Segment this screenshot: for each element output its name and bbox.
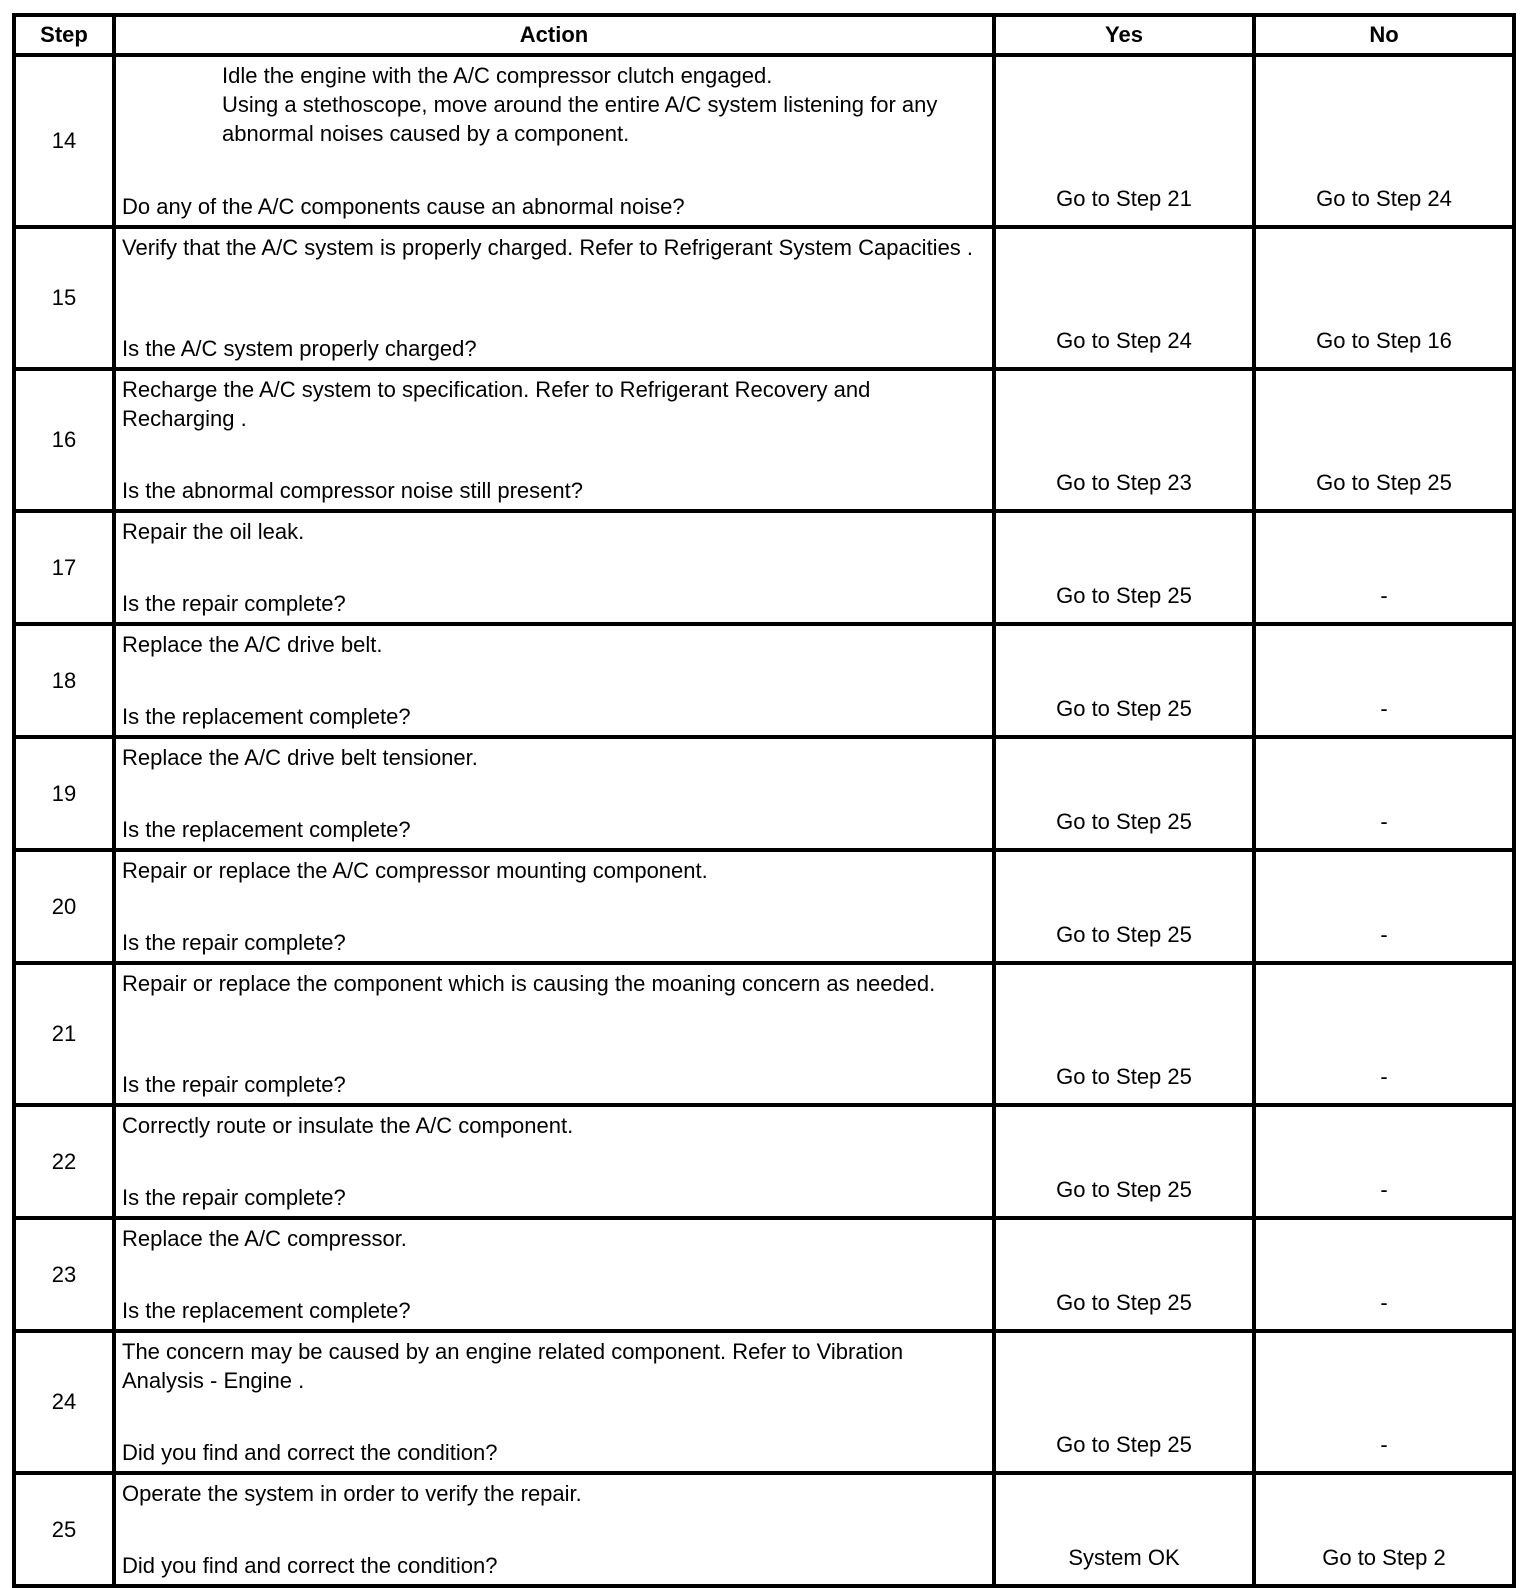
yes-result: Go to Step 25 xyxy=(1056,696,1192,721)
table-row xyxy=(14,1105,1514,1218)
step-number: 22 xyxy=(14,1105,114,1218)
step-number: 15 xyxy=(14,227,114,369)
no-result: - xyxy=(1380,1064,1388,1089)
yes-result: Go to Step 25 xyxy=(1056,1432,1192,1457)
step-number: 16 xyxy=(14,369,114,511)
step-number: 23 xyxy=(14,1218,114,1331)
action-text: Correctly route or insulate the A/C component. xyxy=(122,1113,574,1138)
yes-cell xyxy=(994,1473,1254,1586)
no-cell xyxy=(1254,55,1514,227)
no-cell xyxy=(1254,511,1514,624)
action-cell xyxy=(114,1331,994,1473)
action-cell xyxy=(114,963,994,1105)
no-cell xyxy=(1254,1105,1514,1218)
header-yes: Yes xyxy=(994,15,1254,55)
step-number: 17 xyxy=(14,511,114,624)
no-cell xyxy=(1254,1473,1514,1586)
action-text: Replace the A/C drive belt. xyxy=(122,632,383,657)
no-cell xyxy=(1254,1331,1514,1473)
step-number: 25 xyxy=(14,1473,114,1586)
yes-cell xyxy=(994,624,1254,737)
action-text: Replace the A/C compressor. xyxy=(122,1226,407,1251)
action-question: Is the replacement complete? xyxy=(122,704,411,729)
action-text: Using a stethoscope, move around the entire A/C system listening for any abnormal noises caused by a component. xyxy=(222,92,938,146)
table-row xyxy=(14,737,1514,850)
action-text: Idle the engine with the A/C compressor clutch engaged. xyxy=(222,63,773,88)
action-text: The concern may be caused by an engine related component. Refer to Vibration Analysis - Engine . xyxy=(122,1339,904,1393)
action-text: Operate the system in order to verify the repair. xyxy=(122,1481,582,1506)
yes-cell xyxy=(994,963,1254,1105)
table-row xyxy=(14,1218,1514,1331)
action-text: Replace the A/C drive belt tensioner. xyxy=(122,745,478,770)
yes-cell xyxy=(994,737,1254,850)
table-row xyxy=(14,624,1514,737)
action-cell xyxy=(114,369,994,511)
yes-cell xyxy=(994,511,1254,624)
action-text: Repair the oil leak. xyxy=(122,519,305,544)
yes-result: Go to Step 25 xyxy=(1056,1290,1192,1315)
action-text: Recharge the A/C system to specification. Refer to Refrigerant Recovery and Recharging . xyxy=(122,377,871,431)
table-row xyxy=(14,369,1514,511)
no-cell xyxy=(1254,369,1514,511)
no-cell xyxy=(1254,624,1514,737)
yes-result: Go to Step 25 xyxy=(1056,583,1192,608)
yes-cell xyxy=(994,1331,1254,1473)
yes-cell xyxy=(994,1105,1254,1218)
yes-result: Go to Step 21 xyxy=(1056,186,1192,211)
action-cell xyxy=(114,1218,994,1331)
yes-result: Go to Step 23 xyxy=(1056,470,1192,495)
yes-result: Go to Step 25 xyxy=(1056,809,1192,834)
yes-cell xyxy=(994,227,1254,369)
step-number: 21 xyxy=(14,963,114,1105)
action-question: Is the repair complete? xyxy=(122,1072,346,1097)
yes-result: Go to Step 25 xyxy=(1056,1177,1192,1202)
action-question: Is the repair complete? xyxy=(122,930,346,955)
table-row xyxy=(14,963,1514,1105)
header-step: Step xyxy=(14,15,114,55)
step-number: 24 xyxy=(14,1331,114,1473)
step-number: 14 xyxy=(14,55,114,227)
yes-result: Go to Step 25 xyxy=(1056,922,1192,947)
no-result: - xyxy=(1380,696,1388,721)
no-cell xyxy=(1254,737,1514,850)
action-question: Is the repair complete? xyxy=(122,591,346,616)
action-cell xyxy=(114,624,994,737)
no-cell xyxy=(1254,963,1514,1105)
no-result: - xyxy=(1380,1432,1388,1457)
yes-result: Go to Step 24 xyxy=(1056,328,1192,353)
no-result: Go to Step 25 xyxy=(1316,470,1452,495)
no-cell xyxy=(1254,850,1514,963)
table-row xyxy=(14,1473,1514,1586)
action-question: Did you find and correct the condition? xyxy=(122,1440,498,1465)
action-question: Do any of the A/C components cause an abnormal noise? xyxy=(122,194,685,219)
action-cell xyxy=(114,55,994,227)
no-cell xyxy=(1254,1218,1514,1331)
table-row xyxy=(14,850,1514,963)
action-cell xyxy=(114,850,994,963)
table-row xyxy=(14,1331,1514,1473)
action-cell xyxy=(114,511,994,624)
header-no: No xyxy=(1254,15,1514,55)
step-number: 19 xyxy=(14,737,114,850)
diagnostic-table xyxy=(12,13,1516,1588)
yes-cell xyxy=(994,850,1254,963)
no-result: - xyxy=(1380,809,1388,834)
table-row xyxy=(14,55,1514,227)
action-cell xyxy=(114,1105,994,1218)
no-cell xyxy=(1254,227,1514,369)
action-text: Verify that the A/C system is properly charged. Refer to Refrigerant System Capacities . xyxy=(122,235,974,260)
action-question: Is the A/C system properly charged? xyxy=(122,336,477,361)
action-text: Repair or replace the component which is causing the moaning concern as needed. xyxy=(122,971,936,996)
no-result: - xyxy=(1380,1290,1388,1315)
header-action: Action xyxy=(114,15,994,55)
no-result: Go to Step 2 xyxy=(1322,1545,1446,1570)
yes-result: Go to Step 25 xyxy=(1056,1064,1192,1089)
yes-cell xyxy=(994,369,1254,511)
action-cell xyxy=(114,227,994,369)
header-row xyxy=(14,15,1514,55)
action-cell xyxy=(114,737,994,850)
action-question: Is the replacement complete? xyxy=(122,817,411,842)
action-question: Is the abnormal compressor noise still present? xyxy=(122,478,583,503)
step-number: 18 xyxy=(14,624,114,737)
step-number: 20 xyxy=(14,850,114,963)
action-text: Repair or replace the A/C compressor mounting component. xyxy=(122,858,708,883)
table-row xyxy=(14,227,1514,369)
table-row xyxy=(14,511,1514,624)
yes-result: System OK xyxy=(1068,1545,1180,1570)
no-result: - xyxy=(1380,1177,1388,1202)
no-result: Go to Step 16 xyxy=(1316,328,1452,353)
no-result: - xyxy=(1380,583,1388,608)
yes-cell xyxy=(994,55,1254,227)
action-question: Is the repair complete? xyxy=(122,1185,346,1210)
no-result: - xyxy=(1380,922,1388,947)
action-cell xyxy=(114,1473,994,1586)
action-question: Did you find and correct the condition? xyxy=(122,1553,498,1578)
no-result: Go to Step 24 xyxy=(1316,186,1452,211)
action-question: Is the replacement complete? xyxy=(122,1298,411,1323)
yes-cell xyxy=(994,1218,1254,1331)
